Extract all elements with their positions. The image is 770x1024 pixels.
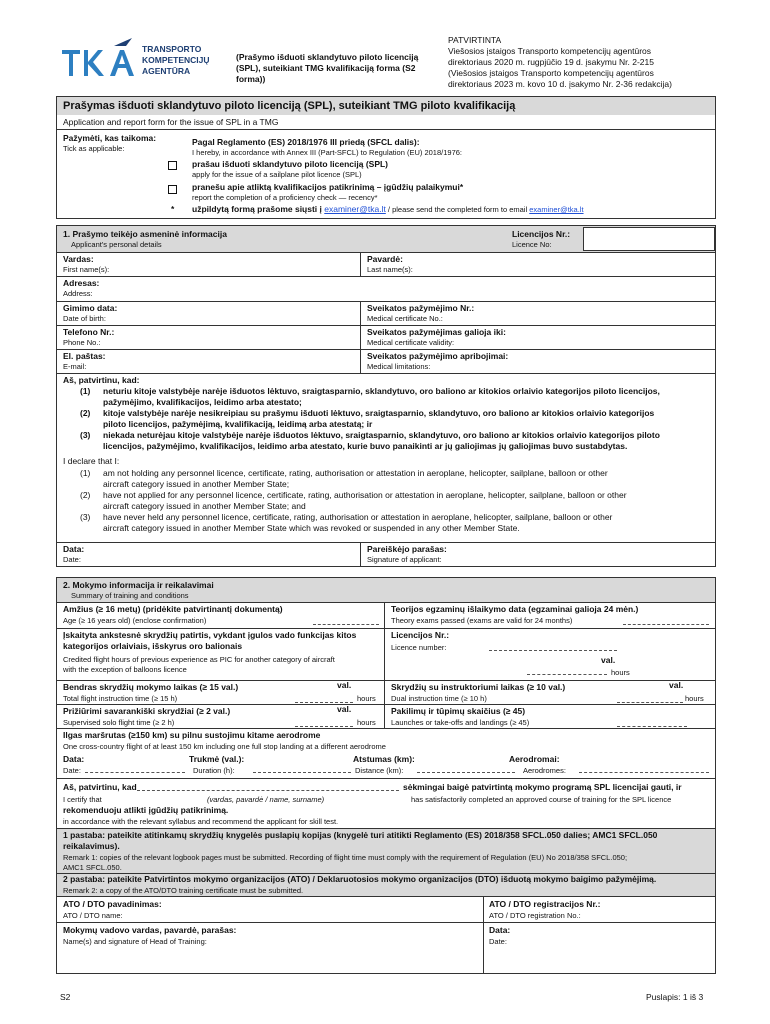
total-hours-input[interactable] [295, 702, 353, 703]
head-label: Mokymų vadovo vardas, pavardė, parašas: [63, 925, 237, 935]
xc-label: Ilgas maršrutas (≥150 km) su pilnu sustojimu kitame aerodrome [63, 730, 321, 740]
licence-no-label-en: Licence No: [512, 240, 552, 249]
cert-name-input[interactable] [137, 790, 399, 791]
approval-line: PATVIRTINTA [448, 35, 502, 45]
email-link-en[interactable]: examiner@tka.lt [529, 205, 584, 214]
email-link[interactable]: examiner@tka.lt [324, 204, 386, 214]
note-1-line: reikalavimus). [63, 841, 120, 851]
email-label: El. paštas: [63, 351, 106, 361]
first-name-label-en: First name(s): [63, 265, 110, 274]
cert-lt-a: Aš, patvirtinu, kad [63, 782, 137, 792]
declare-line: have never held any personnel licence, certificate, rating, authorisation or attestation in aeroplane, helicopter, sailplane, balloon or other [103, 512, 613, 522]
total-val-label: val. [337, 680, 352, 690]
confirm-line: niekada neturėjau kitoje valstybėje narėje išduotos lėktuvo, sraigtasparnio, sklandytuvo, oro baliono ar kitokios orlaivio kategorijos piloto [103, 430, 660, 440]
mark-label: Pažymėti, kas taikoma: [63, 133, 157, 143]
theory-input[interactable] [623, 624, 709, 625]
section-1-title-en: Applicant's personal details [71, 240, 162, 249]
ato-reg-label: ATO / DTO registracijos Nr.: [489, 899, 601, 909]
dual-hours-input[interactable] [617, 702, 683, 703]
med-no-label-en: Medical certificate No.: [367, 314, 443, 323]
section-personal [56, 225, 716, 567]
licence-no-label: Licencijos Nr.: [512, 229, 571, 239]
section-2-title: 2. Mokymo informacija ir reikalavimai [63, 580, 214, 590]
total-label-en: Total flight instruction time (≥ 15 h) [63, 694, 178, 703]
send-text: užpildytą formą prašome siųsti į [192, 204, 325, 214]
regulation-text-en: I hereby, in accordance with Annex III (Part-SFCL) to Regulation (EU) 2018/1976: [192, 148, 462, 157]
cert-en-b: has satisfactorily completed an approved course of training for the SPL licence [411, 795, 672, 804]
confirm-num: (3) [80, 430, 91, 440]
prior-label-en [63, 655, 335, 675]
cert-en-mid: (vardas, pavardė / name, surname) [207, 795, 325, 804]
footer-page-number: Puslapis: 1 iš 3 [646, 992, 704, 1002]
approval-line: direktoriaus 2020 m. rugpjūčio 19 d. įsakymu Nr. 2-215 [448, 57, 654, 67]
prior-label [63, 630, 356, 652]
note-1 [63, 830, 709, 852]
prior-hours-input[interactable] [527, 674, 607, 675]
head-date-label: Data: [489, 925, 511, 935]
prior-hours-label: hours [611, 668, 630, 677]
first-name-label: Vardas: [63, 254, 94, 264]
xc-date-label: Data: [63, 754, 85, 764]
footer-form-code: S2 [60, 992, 71, 1002]
dual-hours-label: hours [685, 694, 704, 703]
form-title-line: forma)) [236, 74, 266, 84]
declare-list [57, 468, 715, 534]
ato-name-label-en: ATO / DTO name: [63, 911, 123, 920]
option-apply-spl: prašau išduoti sklandytuvo piloto licenciją (SPL) [192, 159, 389, 169]
date-label: Data: [63, 544, 85, 554]
med-valid-label-en: Medical certificate validity: [367, 338, 455, 347]
solo-val-label: val. [337, 704, 352, 714]
form-title [236, 52, 436, 85]
declare-num: (2) [80, 490, 91, 500]
declare-heading: I declare that I: [63, 456, 120, 466]
confirm-line: neturiu kitoje valstybėje narėje išduotos lėktuvo, sraigtasparnio, sklandytuvo, oro baliono ar kitokios orlaivio kategorijos piloto licencijos, [103, 386, 660, 396]
approval-line: direktoriaus 2023 m. kovo 10 d. įsakymo Nr. 2-36 redakcija) [448, 79, 672, 89]
option-apply-spl-en: apply for the issue of a sailplane pilot licence (SPL) [192, 170, 362, 179]
date-label-en: Date: [63, 555, 81, 564]
prior-val-label: val. [601, 655, 616, 665]
launch-label: Pakilimų ir tūpimų skaičius (≥ 45) [391, 706, 526, 716]
title-box [56, 96, 716, 219]
approval-line: Viešosios įstaigos Transporto kompetencijų agentūros [448, 46, 652, 56]
dob-label-en: Date of birth: [63, 314, 106, 323]
approval-block [448, 35, 748, 90]
dual-label: Skrydžių su instruktoriumi laikas (≥ 10 val.) [391, 682, 566, 692]
licence-label: Licencijos Nr.: [391, 630, 450, 640]
med-no-label: Sveikatos pažymėjimo Nr.: [367, 303, 475, 313]
confirm-line: kitoje valstybėje narėje nesikreipiau su prašymu išduoti lėktuvo, sraigtasparnio, sklandytuvo, oro baliono ar kitokios orlaivio kategorijos [103, 408, 655, 418]
xc-aerodromes-label: Aerodromai: [509, 754, 560, 764]
last-name-label-en: Last name(s): [367, 265, 413, 274]
page-title: Prašymas išduoti sklandytuvo piloto licenciją (SPL), suteikiant TMG piloto kvalifikaciją [63, 100, 516, 112]
med-lim-label: Sveikatos pažymėjimo apribojimai: [367, 351, 509, 361]
prior-line: Įskaityta ankstesnė skrydžių patirtis, vykdant įgulos vado funkcijas kitos [63, 630, 357, 640]
age-input[interactable] [313, 624, 379, 625]
note-2: 2 pastaba: pateikite Patvirtintos mokymo organizacijos (ATO) / Deklaruotosios mokymo organizacijos (DTO) išduotą mokymo baigimo pažymėjimą. [63, 874, 657, 884]
checkbox-apply-spl[interactable] [168, 161, 177, 170]
section-training [56, 577, 716, 974]
checkbox-proficiency[interactable] [168, 185, 177, 194]
signature-label-en: Signature of applicant: [367, 555, 442, 564]
form-title-line: (SPL), suteikiant TMG kvalifikaciją forma (S2 [236, 63, 416, 73]
tka-logo-icon [60, 36, 138, 80]
head-date-label-en: Date: [489, 937, 507, 946]
remark-2: Remark 2: a copy of the ATO/DTO training certificate must be submitted. [63, 886, 304, 895]
approval-line: (Viešosios įstaigos Transporto kompetencijų agentūros [448, 68, 654, 78]
phone-label-en: Phone No.: [63, 338, 101, 347]
xc-date-input[interactable] [85, 772, 185, 773]
confirm-num: (2) [80, 408, 91, 418]
page-title-en: Application and report form for the issue of SPL in a TMG [63, 117, 279, 127]
confirm-num: (1) [80, 386, 91, 396]
age-label-en: Age (≥ 16 years old) (enclose confirmation) [63, 616, 207, 625]
med-lim-label-en: Medical limitations: [367, 362, 431, 371]
prior-line: kategorijos orlaiviais, išskyrus oro balionais [63, 641, 243, 651]
mark-label-en: Tick as applicable: [63, 144, 125, 153]
send-instructions [192, 204, 584, 215]
confirm-list [57, 386, 715, 452]
solo-label-en: Supervised solo flight time (≥ 2 h) [63, 718, 175, 727]
med-valid-label: Sveikatos pažymėjimas galioja iki: [367, 327, 506, 337]
theory-label-en: Theory exams passed (exams are valid for 24 months) [391, 616, 573, 625]
signature-label: Pareiškėjo parašas: [367, 544, 447, 554]
logo-text-1: TRANSPORTO [142, 44, 202, 54]
dob-label: Gimimo data: [63, 303, 118, 313]
launch-input[interactable] [617, 726, 687, 727]
remark-1-line: Remark 1: copies of the relevant logbook pages must be submitted. Recording of flight time must comply with the requirement of Regulation (EU) No 2018/358 SFCL.050; [63, 853, 628, 862]
declare-line: am not holding any personnel licence, certificate, rating, authorisation or attestation in aeroplane, helicopter, sailplane, balloon or other [103, 468, 608, 478]
form-title-line: (Prašymo išduoti sklandytuvo piloto licenciją [236, 52, 419, 62]
total-label: Bendras skrydžių mokymo laikas (≥ 15 val.) [63, 682, 239, 692]
confirm-heading: Aš, patvirtinu, kad: [63, 375, 140, 385]
solo-hours-input[interactable] [295, 726, 353, 727]
section-1-title: 1. Prašymo teikėjo asmeninė informacija [63, 229, 227, 239]
confirm-line: pažymėjimo, kvalifikacijos, leidimo arba atestato; [103, 397, 302, 407]
licence-no-input[interactable] [583, 227, 715, 251]
logo-text-2: KOMPETENCIJŲ [142, 55, 210, 65]
confirm-line: piloto licencijos, pažymėjimą, kvalifikaciją, leidimą arba atestatą; ir [103, 419, 373, 429]
xc-aerodromes-input[interactable] [579, 772, 709, 773]
licence-label-en: Licence number: [391, 643, 447, 652]
logo [60, 36, 220, 84]
cert-en-a: I certify that [63, 795, 102, 804]
declare-line: have not applied for any personnel licence, certificate, rating, authorisation or attestation in aeroplane, helicopter, sailplane, balloon or other [103, 490, 627, 500]
declare-num: (1) [80, 468, 91, 478]
xc-duration-input[interactable] [253, 772, 351, 773]
address-label: Adresas: [63, 278, 100, 288]
xc-date-label-en: Date: [63, 766, 81, 775]
email-label-en: E-mail: [63, 362, 87, 371]
launch-label-en: Launches or take-offs and landings (≥ 45) [391, 718, 530, 727]
star-mark: * [171, 204, 175, 214]
head-label-en: Name(s) and signature of Head of Training: [63, 937, 207, 946]
theory-label: Teorijos egzaminų išlaikymo data (egzaminai galioja 24 mėn.) [391, 604, 639, 614]
section-2-title-en: Summary of training and conditions [71, 591, 189, 600]
send-text-en: / please send the completed form to email [385, 205, 530, 214]
dual-label-en: Dual instruction time (≥ 10 h) [391, 694, 487, 703]
address-label-en: Address: [63, 289, 93, 298]
xc-distance-label: Atstumas (km): [353, 754, 415, 764]
regulation-text: Pagal Reglamento (ES) 2018/1976 III priedą (SFCL dalis): [192, 137, 420, 147]
xc-duration-label-en: Duration (h): [193, 766, 235, 775]
phone-label: Telefono Nr.: [63, 327, 115, 337]
remark-1 [63, 853, 709, 873]
option-proficiency: pranešu apie atliktą kvalifikacijos patikrinimą – įgūdžių palaikymui* [192, 182, 464, 192]
confirm-line: licencijos, pažymėjimo, kvalifikacijos, leidimo arba atestato, kurie buvo panaikinti ar jų galiojimas jų galiojimas buvo sustabdytas. [103, 441, 628, 451]
cert-lt-b: sėkmingai baigė patvirtintą mokymo programą SPL licencijai gauti, ir [403, 782, 682, 792]
declare-line: aircraft category issued in another Member State; and [103, 501, 306, 511]
solo-label: Prižiūrimi savarankiški skrydžiai (≥ 2 val.) [63, 706, 231, 716]
prior-line-en: with the exception of balloons licence [63, 665, 187, 674]
last-name-label: Pavardė: [367, 254, 403, 264]
dual-val-label: val. [669, 680, 684, 690]
xc-distance-label-en: Distance (km): [355, 766, 404, 775]
licence-input[interactable] [489, 650, 617, 651]
declare-line: aircraft category issued in another Member State which was revoked or suspended in any other Member State. [103, 523, 520, 533]
solo-hours-label: hours [357, 718, 376, 727]
logo-text-3: AGENTŪRA [142, 66, 191, 76]
prior-line-en: Credited flight hours of previous experience as PIC for another category of aircraft [63, 655, 335, 664]
option-proficiency-en: report the completion of a proficiency check — recency* [192, 193, 378, 202]
declare-line: aircraft category issued in another Member State; [103, 479, 290, 489]
remark-1-line: AMC1 SFCL.050. [63, 863, 122, 872]
recommend-text-en: in accordance with the relevant syllabus and recommend the applicant for skill test. [63, 817, 339, 826]
ato-reg-label-en: ATO / DTO registration No.: [489, 911, 581, 920]
declare-num: (3) [80, 512, 91, 522]
xc-duration-label: Trukmė (val.): [189, 754, 245, 764]
age-label: Amžius (≥ 16 metų) (pridėkite patvirtinantį dokumentą) [63, 604, 283, 614]
note-1-line: 1 pastaba: pateikite atitinkamų skrydžių knygelės puslapių kopijas (knygelė turi atitikti Reglamento (ES) 2018/358 SFCL.050 dalies; AMC1 SFCL.050 [63, 830, 658, 840]
total-hours-label: hours [357, 694, 376, 703]
ato-name-label: ATO / DTO pavadinimas: [63, 899, 162, 909]
xc-distance-input[interactable] [417, 772, 515, 773]
xc-label-en: One cross-country flight of at least 150 km including one full stop landing at a different aerodrome [63, 742, 386, 751]
xc-aerodromes-label-en: Aerodromes: [523, 766, 566, 775]
recommend-text: rekomenduoju atlikti įgūdžių patikrinimą. [63, 805, 229, 815]
